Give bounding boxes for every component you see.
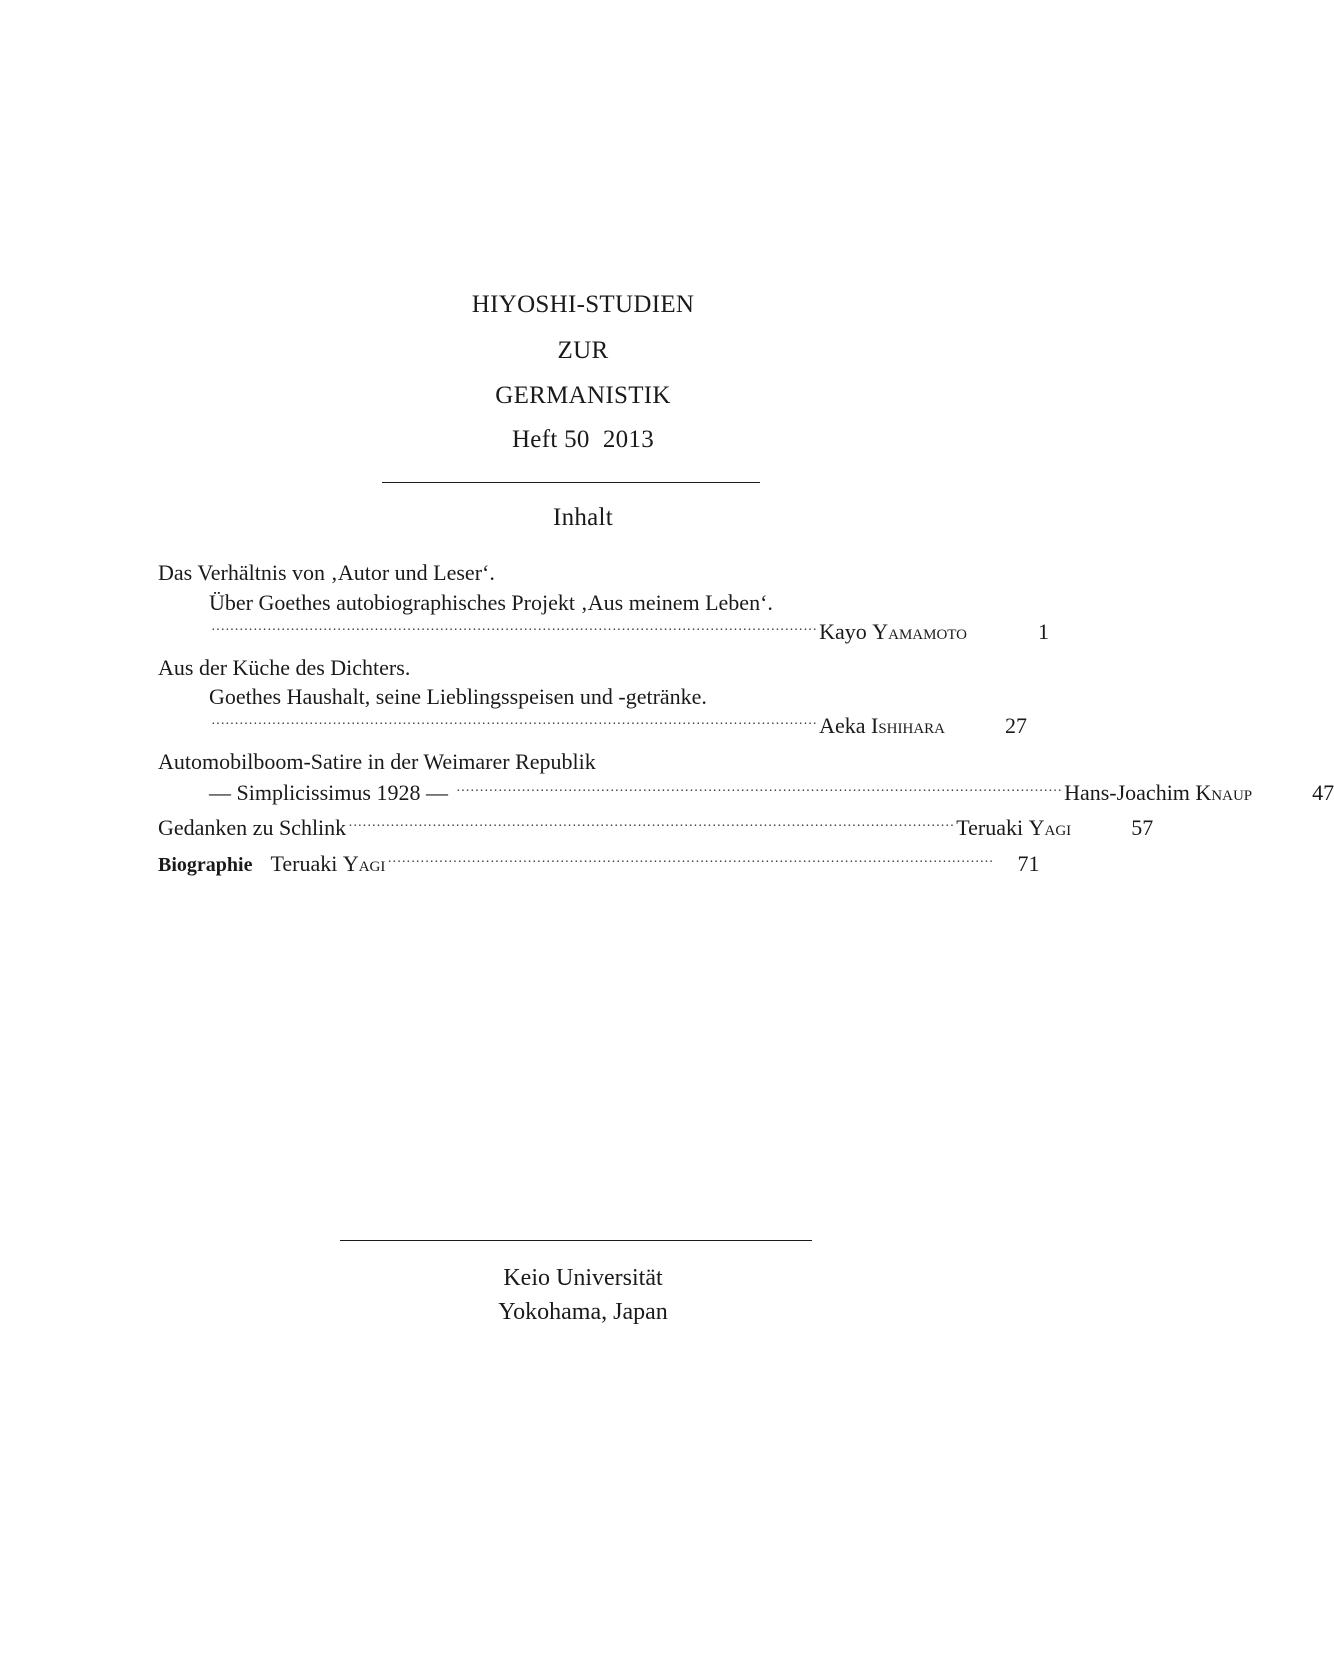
toc-entry-5-author: Teruaki Yagi [270, 851, 386, 876]
dot-leader: ·································································································································· [211, 623, 818, 638]
toc-entry-2-line[interactable] [209, 713, 1027, 743]
toc-entry-1-page: 1 [1038, 619, 1050, 644]
toc-entry-2-page: 27 [1005, 713, 1027, 738]
toc-entry-4-title: Gedanken zu Schlink [158, 815, 347, 840]
toc-entry-2-author: Aeka Ishihara [819, 713, 945, 738]
publisher-name: Keio Universität [503, 1265, 663, 1291]
issue-number: Heft 50 2013 [511, 426, 655, 453]
footer-rule [340, 1240, 812, 1241]
toc-entry-2-subtitle: Goethes Haushalt, seine Lieblingsspeisen und -getränke. [209, 684, 707, 709]
dot-leader: ·································································································································· [455, 784, 1063, 799]
toc-entry-5-label: Biographie [158, 854, 253, 876]
toc-entry-4-page: 57 [1131, 815, 1154, 840]
toc-entry-3-subtitle: — Simplicissimus 1928 — [209, 780, 448, 805]
toc-entry-3-author: Hans-Joachim Knaup [1064, 780, 1253, 805]
dot-leader: ·································································································································· [211, 717, 818, 732]
toc-entry-1-line[interactable] [209, 619, 1050, 649]
dot-leader: ·································································································································· [387, 855, 994, 870]
toc-entry-5-page: 71 [1017, 851, 1040, 876]
toc-entry-3-page: 47 [1312, 780, 1334, 805]
series-title-germanistik: GERMANISTIK [495, 382, 671, 409]
toc-entry-1-author: Kayo Yamamoto [819, 619, 968, 644]
series-title: HIYOSHI-STUDIEN [471, 291, 695, 318]
toc-entry-4-author: Teruaki Yagi [956, 815, 1072, 840]
toc-entry-3-title: Automobilboom-Satire in der Weimarer Republik [158, 749, 596, 774]
toc-entry-4-line[interactable] [158, 815, 1154, 845]
dot-leader: ·································································································································· [348, 819, 955, 834]
toc-entry-2-title: Aus der Küche des Dichters. [158, 655, 411, 680]
contents-heading: Inhalt [552, 504, 614, 531]
series-title-zur: ZUR [557, 337, 609, 364]
toc-entry-3-line[interactable] [209, 780, 1334, 810]
title-rule [382, 482, 760, 483]
toc-entry-5-line[interactable] [158, 851, 1040, 881]
toc-entry-1-subtitle: Über Goethes autobiographisches Projekt ‚Aus meinem Leben‘. [209, 590, 773, 615]
toc-entry-1-title: Das Verhältnis von ‚Autor und Leser‘. [158, 560, 495, 585]
publisher-location: Yokohama, Japan [498, 1299, 668, 1325]
